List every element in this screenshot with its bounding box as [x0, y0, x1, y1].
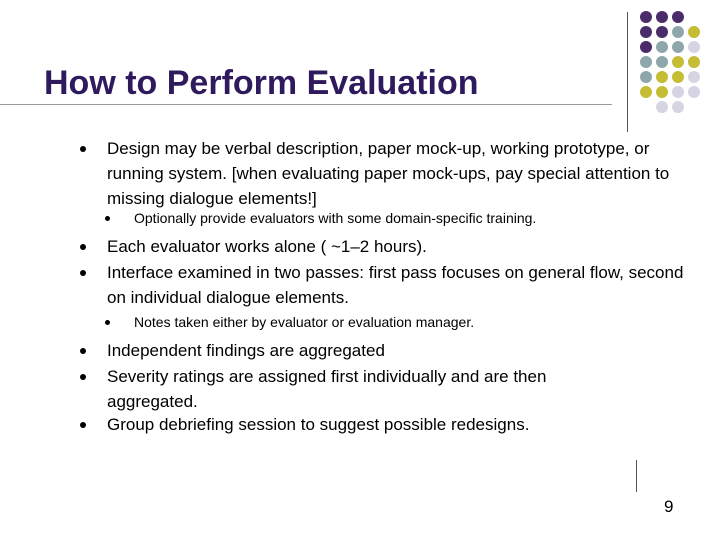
bullet-text: Severity ratings are assigned first individually and are then aggregated. [107, 367, 547, 411]
bullet-item [107, 412, 697, 437]
bullet-marker [80, 146, 86, 152]
page-number: 9 [664, 497, 674, 516]
bullet-text: Design may be verbal description, paper mock-up, working prototype, or running system. [when evaluating paper mock-ups, pay special attention to missing dialogue elements!] [107, 139, 670, 208]
bullet-text: Independent findings are aggregated [107, 341, 385, 360]
sub-bullet-item [134, 208, 674, 228]
bullet-text: Group debriefing session to suggest possible redesigns. [107, 415, 530, 434]
slide-title: How to Perform Evaluation [44, 64, 479, 102]
bullet-marker [80, 244, 86, 250]
bullet-marker [105, 320, 110, 325]
bullet-item [107, 260, 697, 310]
bullet-marker [80, 270, 86, 276]
footer-vertical-line [636, 460, 637, 492]
bullet-text: Optionally provide evaluators with some domain-specific training. [134, 210, 537, 226]
bullet-marker [80, 348, 86, 354]
bullet-item [107, 234, 697, 259]
bullet-text: Notes taken either by evaluator or evaluation manager. [134, 314, 475, 330]
bullet-text: Interface examined in two passes: first pass focuses on general flow, second on individual dialogue elements. [107, 263, 684, 307]
bullet-item [107, 136, 697, 211]
bullet-marker [105, 216, 110, 221]
bullet-marker [80, 422, 86, 428]
bullet-item [107, 364, 637, 414]
bullet-marker [80, 374, 86, 380]
bullet-item [107, 338, 697, 363]
sub-bullet-item [134, 312, 674, 332]
bullet-text: Each evaluator works alone ( ~1–2 hours). [107, 237, 427, 256]
